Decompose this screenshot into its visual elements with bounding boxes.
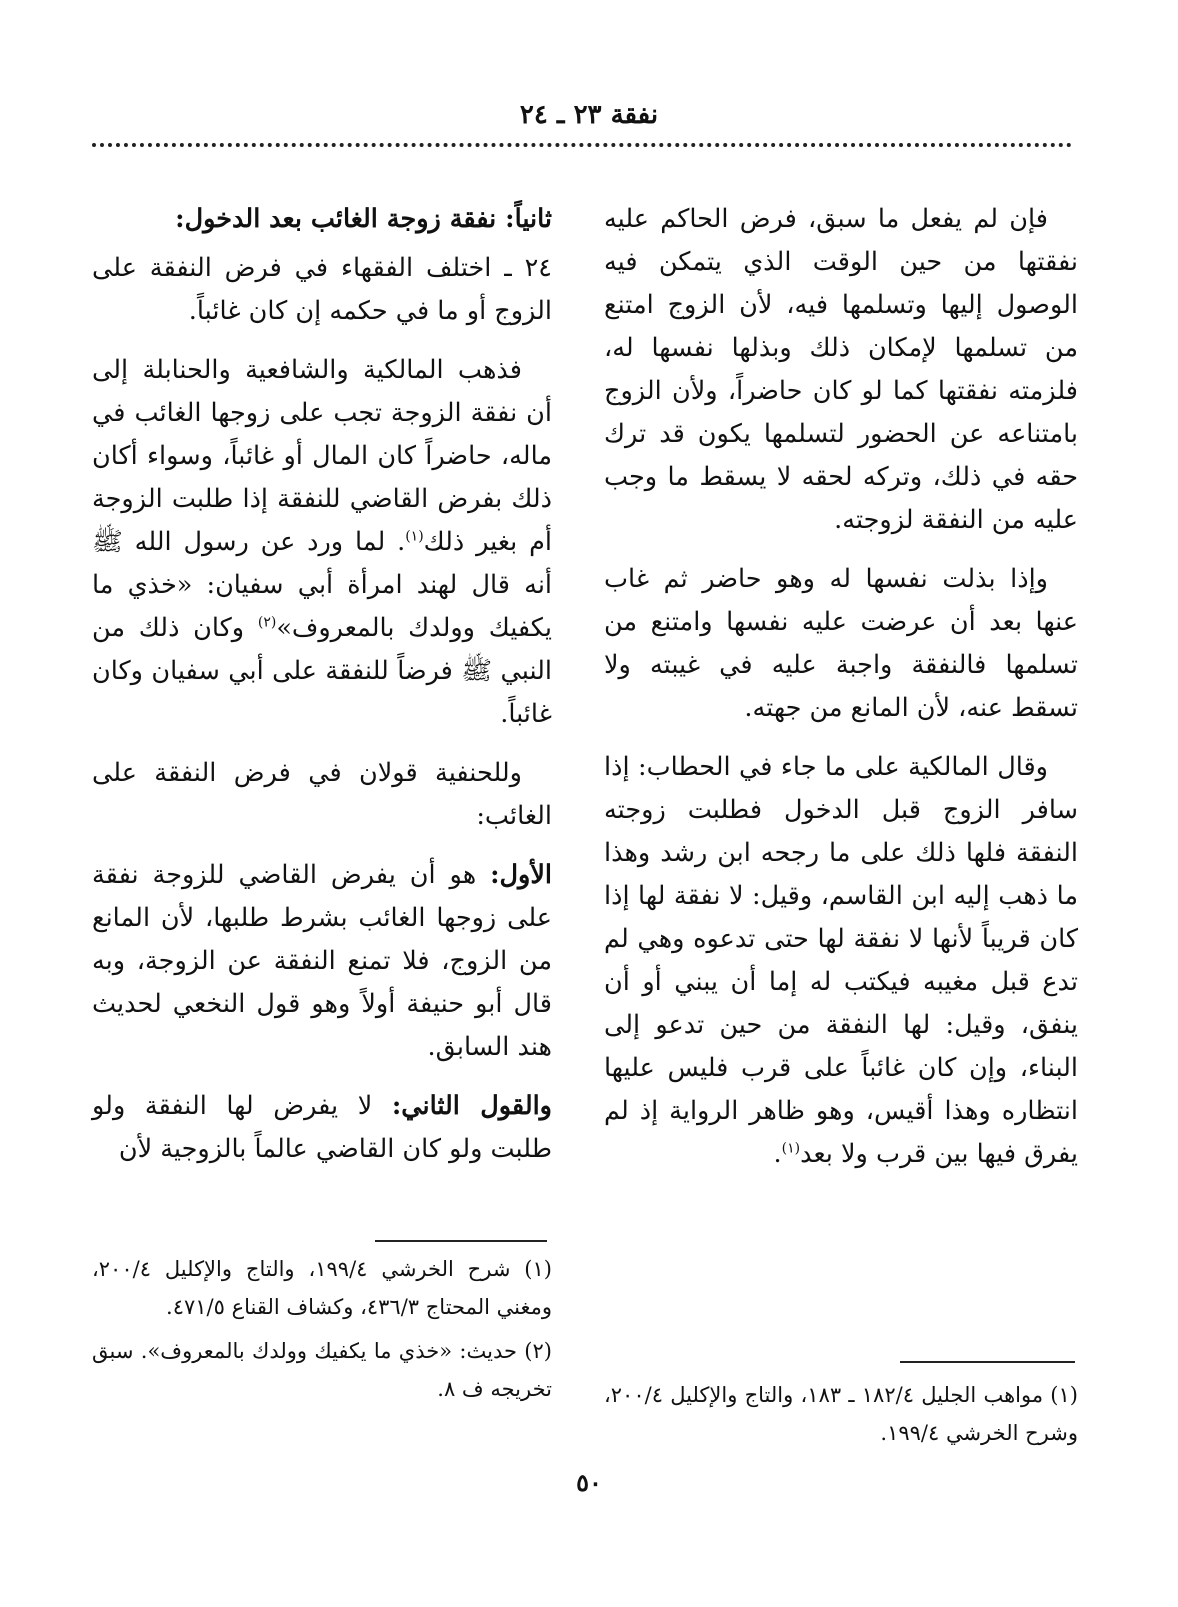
footnote-ref: (٢) [257,614,277,631]
footnotes-left [92,1250,552,1414]
right-column [604,198,1078,1192]
footnote-divider [900,1361,1075,1363]
paragraph-text: وكان ذلك من النبي ﷺ فرضاً للنفقة على أبي سفيان وكان غائباً. [92,613,552,729]
page-header: نفقة ٢٣ ـ ٢٤ [519,100,659,130]
paragraph-lead: والقول الثاني: [391,1091,552,1121]
footnote-divider [375,1240,547,1242]
footnote: (١) شرح الخرشي ١٩٩/٤، والتاج والإكليل ٢٠٠/٤، ومغني المحتاج ٤٣٦/٣، وكشاف القناع ٤٧١/٥. [92,1257,552,1319]
paragraph: وللحنفية قولان في فرض النفقة على الغائب: [92,758,552,831]
footnotes-right [604,1376,1078,1458]
paragraph-end: . [773,1139,782,1169]
paragraph: فإن لم يفعل ما سبق، فرض الحاكم عليه نفقتها من حين الوقت الذي يتمكن فيه الوصول إليها وتسلمها فيه، لأن الزوج امتنع من تسلمها لإمكان ذلك وبذلها نفسها له، فلزمته نفقتها كما لو كان حاضراً، ولأن الزوج بامتناعه عن الحضور لتسلمها يكون قد ترك حقه في ذلك، وتركه لحقه لا يسقط ما وجب عليه من النفقة لزوجته. [604,204,1078,535]
page-number: ٥٠ [576,1468,602,1497]
paragraph-text: هو أن يفرض القاضي للزوجة نفقة على زوجها الغائب بشرط طلبها، لأن المانع من الزوج، فلا تمنع النفقة عن الزوجة، وبه قال أبو حنيفة أولاً وهو قول النخعي لحديث هند السابق. [92,860,552,1062]
paragraph [92,1085,552,1171]
paragraph: وإذا بذلت نفسها له وهو حاضر ثم غاب عنها بعد أن عرضت عليه نفسها وامتنع من تسلمها فالنفقة واجبة عليه في غيبته ولا تسقط عنه، لأن المانع من جهته. [604,564,1078,723]
header-dotted-divider [92,143,1072,147]
paragraph [604,746,1078,1176]
paragraph [92,349,552,736]
footnote: (٢) حديث: «خذي ما يكفيك وولدك بالمعروف». سبق تخريجه ف ٨. [92,1339,552,1401]
footnote: (١) مواهب الجليل ١٨٢/٤ ـ ١٨٣، والتاج والإكليل ٢٠٠/٤، وشرح الخرشي ١٩٩/٤. [604,1383,1078,1445]
paragraph: ٢٤ ـ اختلف الفقهاء في فرض النفقة على الزوج أو ما في حكمه إن كان غائباً. [92,253,552,326]
footnote-ref: (١) [405,528,424,545]
paragraph [92,854,552,1069]
left-column [92,198,552,1187]
paragraph-lead: الأول: [490,860,552,890]
section-heading: ثانياً: نفقة زوجة الغائب بعد الدخول: [175,204,552,234]
paragraph-text: وقال المالكية على ما جاء في الحطاب: إذا سافر الزوج قبل الدخول فطلبت زوجته النفقة فلها ذلك على ما رجحه ابن رشد وهذا ما ذهب إليه ابن القاسم، وقيل: لا نفقة لها إذا كان قريباً لأنها لا نفقة لها حتى تدعوه وهي لم تدع قبل مغيبه فيكتب له إما أن يبني أو أن ينفق، وقيل: لها النفقة من حين تدعو إلى البناء، وإن كان غائباً على قرب فليس عليها انتظاره وهذا أقيس، وهو ظاهر الرواية إذ لم يفرق فيها بين قرب ولا بعد [604,752,1078,1169]
paragraph-text: فذهب المالكية والشافعية والحنابلة إلى أن نفقة الزوجة تجب على زوجها الغائب في ماله، حاضراً كان المال أو غائباً، وسواء أكان ذلك بفرض القاضي للنفقة إذا طلبت الزوجة أم بغير ذلك [92,355,552,557]
paragraph-text: . لما ورد عن رسول الله ﷺ أنه قال لهند امرأة أبي سفيان: «خذي ما يكفيك وولدك بالمعروف» [92,527,552,643]
paragraph-text: لا يفرض لها النفقة ولو طلبت ولو كان القاضي عالماً بالزوجية لأن [92,1091,552,1164]
footnote-ref: (١) [781,1140,801,1157]
